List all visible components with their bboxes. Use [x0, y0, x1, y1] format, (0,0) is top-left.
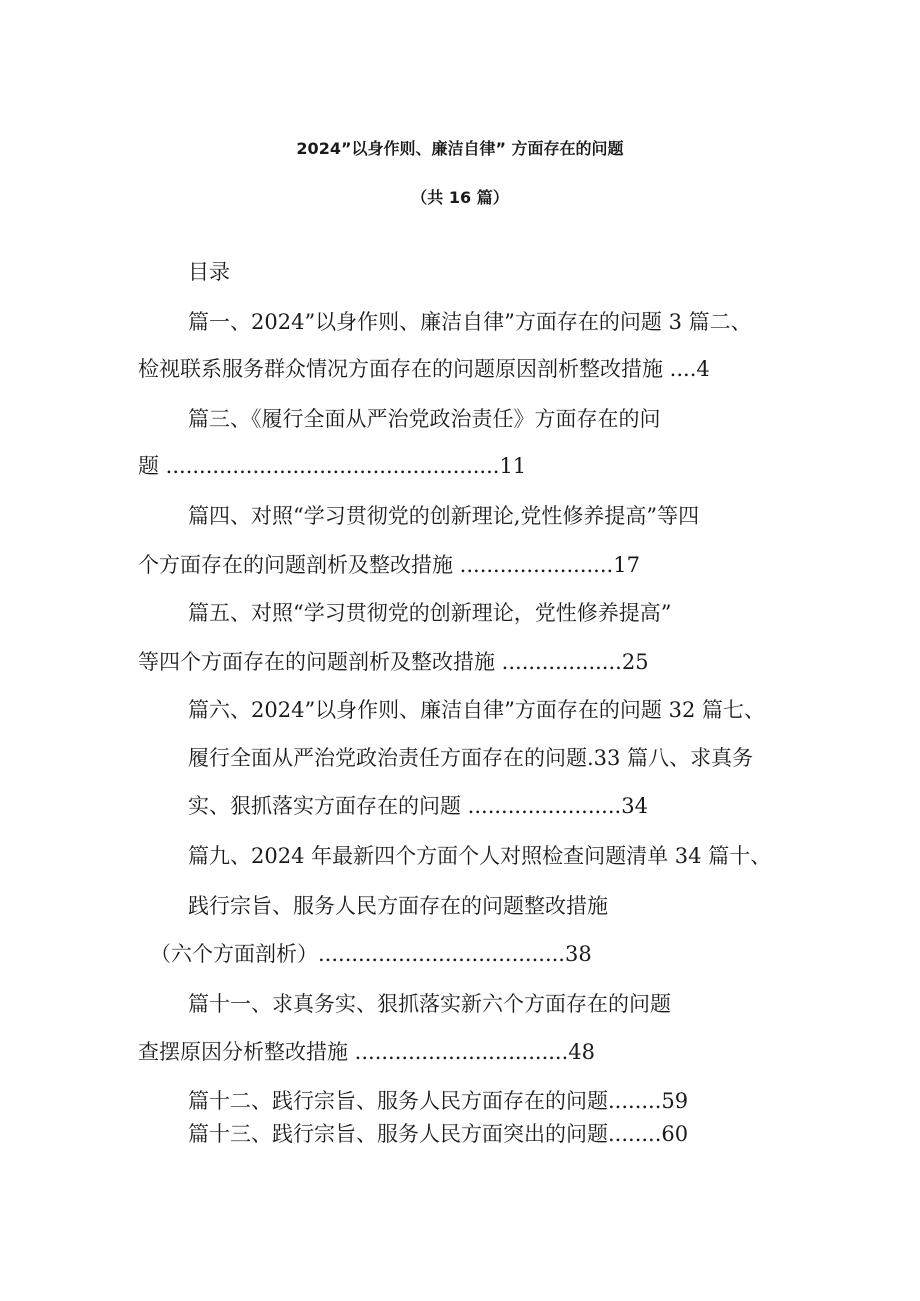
toc-line-13: 践行宗旨、服务人民方面存在的问题整改措施: [188, 894, 608, 918]
toc-heading: 目录: [188, 260, 230, 284]
toc-line-11: 实、狠抓落实方面存在的问题 .......................34: [188, 794, 648, 818]
toc-line-1: 篇一、2024”以身作则、廉洁自律”方面存在的问题 3 篇二、: [188, 310, 752, 334]
toc-line-10: 履行全面从严治党政治责任方面存在的问题.33 篇八、求真务: [188, 746, 754, 770]
toc-line-18: 篇十三、践行宗旨、服务人民方面突出的问题........60: [188, 1122, 689, 1146]
document-title-line1: 2024”以身作则、廉洁自律” 方面存在的问题: [296, 139, 624, 158]
toc-line-9: 篇六、2024”以身作则、廉洁自律”方面存在的问题 32 篇七、: [188, 698, 765, 722]
toc-line-2: 检视联系服务群众情况方面存在的问题原因剖析整改措施 ....4: [138, 357, 710, 381]
toc-line-14: （六个方面剖析）.....................................38: [150, 942, 592, 966]
toc-line-6: 个方面存在的问题剖析及整改措施 .......................17: [138, 553, 640, 577]
toc-line-7: 篇五、对照“学习贯彻党的创新理论，党性修养提高”: [188, 601, 672, 625]
toc-line-4: 题 ..................................................11: [138, 454, 527, 478]
toc-line-15: 篇十一、求真务实、狠抓落实新六个方面存在的问题: [188, 992, 671, 1016]
toc-line-12: 篇九、2024 年最新四个方面个人对照检查问题清单 34 篇十、: [188, 844, 772, 868]
toc-line-5: 篇四、对照“学习贯彻党的创新理论,党性修养提高”等四: [188, 504, 700, 528]
toc-line-8: 等四个方面存在的问题剖析及整改措施 ..................25: [138, 650, 649, 674]
toc-line-16: 查摆原因分析整改措施 ................................48: [138, 1040, 596, 1064]
toc-line-17: 篇十二、践行宗旨、服务人民方面存在的问题........59: [188, 1089, 689, 1113]
document-title-line2: （共 16 篇）: [411, 188, 509, 207]
toc-line-3: 篇三、《履行全面从严治党政治责任》方面存在的问: [188, 407, 661, 431]
